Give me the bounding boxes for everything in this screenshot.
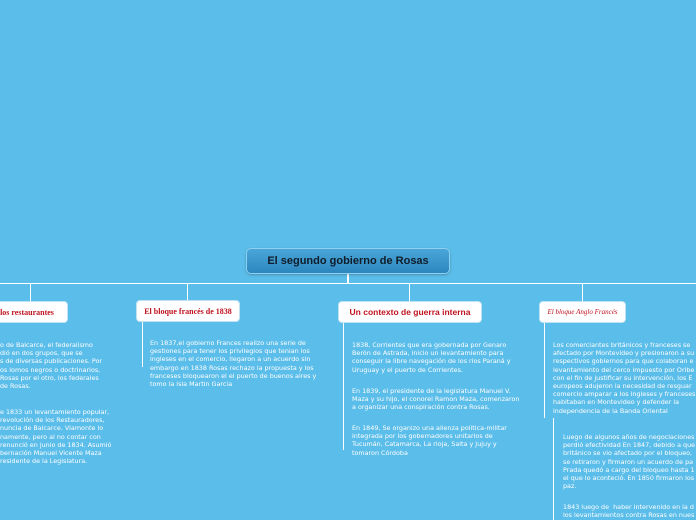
connector-horizontal-bar [0, 283, 696, 284]
topic-label: El bloque Anglo Francés [547, 308, 618, 316]
connector-topic-4-notes [544, 323, 545, 418]
connector-topic-4-subnotes [553, 418, 554, 520]
note-guerra-1849: En 1849, Se organizo una alienza politica-militar integrada por los gobernadores unitarios de Tucumán, Catamarca, La rioja, Salta y Jujuy y tomaron Córdoba [352, 424, 507, 457]
note-restaurantes-1: o de Balcarce, el federalismo dió en dos grupos, que se s de diversas publicaciones. Por os lomos negros o doctrinarios, Rosas por el otro, los federales de Rosas. [0, 341, 103, 391]
note-anglo-frances-3: 1843 luego de haber intervenido en la d los levantamientos contra Rosas en nues [563, 503, 695, 520]
topic-label: Un contexto de guerra interna [349, 307, 471, 317]
connector-topic-1 [30, 283, 31, 301]
note-anglo-frances-1: Los comerciantes británicos y franceses se afectado por Montevideo y presionaron a su respectivos gobiernos para que colaboran e levantamiento del cerco impuesto por Oribe con el fin de justificar su intervención, los E europeos adujeron la necesidad de resguar comercio amparar a los ingleses y franceses habitaban en Montevideo y defender la independencia de la Banda Oriental [553, 341, 696, 415]
note-guerra-1838: 1838, Corrientes que era gobernada por Genaro Berón de Astrada, inicio un levantamiento para conseguir la libre navegación de los ríos Paraná y Uruguay y el puerto de Corrientes. [352, 341, 511, 374]
topic-label: El bloque francés de 1838 [144, 306, 232, 316]
central-topic[interactable] [246, 248, 450, 274]
connector-topic-3-notes [343, 323, 344, 450]
topic-bloque-frances-1838[interactable] [136, 300, 240, 322]
note-bloque-frances: En 1837,el gobierno Frances realizo una serie de gestiones para tener los privilegios que tenian los ingleses en el comercio, llegaron a un acuerdo sin embargo en 1838 Rosas rechazo la propuesta y los franceses bloquearon el el puerto de buenos aires y tomo la isla Martin Garcia [150, 339, 317, 389]
note-guerra-1839: En 1839, el presidente de la legislatura Manuel V. Maza y su hijo, el conorel Ramon Maza, comenzaron a organizar una conspiración contra Rosas. [352, 387, 520, 412]
topic-contexto-guerra-interna[interactable] [338, 301, 482, 323]
note-anglo-frances-2: Luego de algunos años de negociaciones perdió efectividad En 1847, debido a que británico se vio afectado por el bloqueo, se retiraron y firmaron un acuerdo de pa Prada quedó a cargo del bloqueo hasta 1 el que lo aconteció. En 1850 firmaron los paz. [563, 433, 696, 491]
central-topic-label: El segundo gobierno de Rosas [267, 255, 429, 267]
connector-topic-2-notes [142, 321, 143, 367]
topic-label: los restaurantes [0, 307, 54, 317]
connector-topic-3 [409, 283, 410, 301]
connector-topic-4 [582, 283, 583, 301]
connector-topic-2 [187, 283, 188, 300]
topic-los-restaurantes[interactable] [0, 301, 68, 323]
connector-root-down [347, 274, 349, 283]
topic-bloque-anglo-frances[interactable] [539, 301, 626, 323]
note-restaurantes-2: e 1833 un levantamiento popular, revolución de los Restauradores, nuncia de Balcarce. Viamonte lo namente, pero al no contar con renunció en junio de 1834. Asumió bernación Manuel Vicente Maza residente de la Legislatura. [0, 408, 112, 466]
